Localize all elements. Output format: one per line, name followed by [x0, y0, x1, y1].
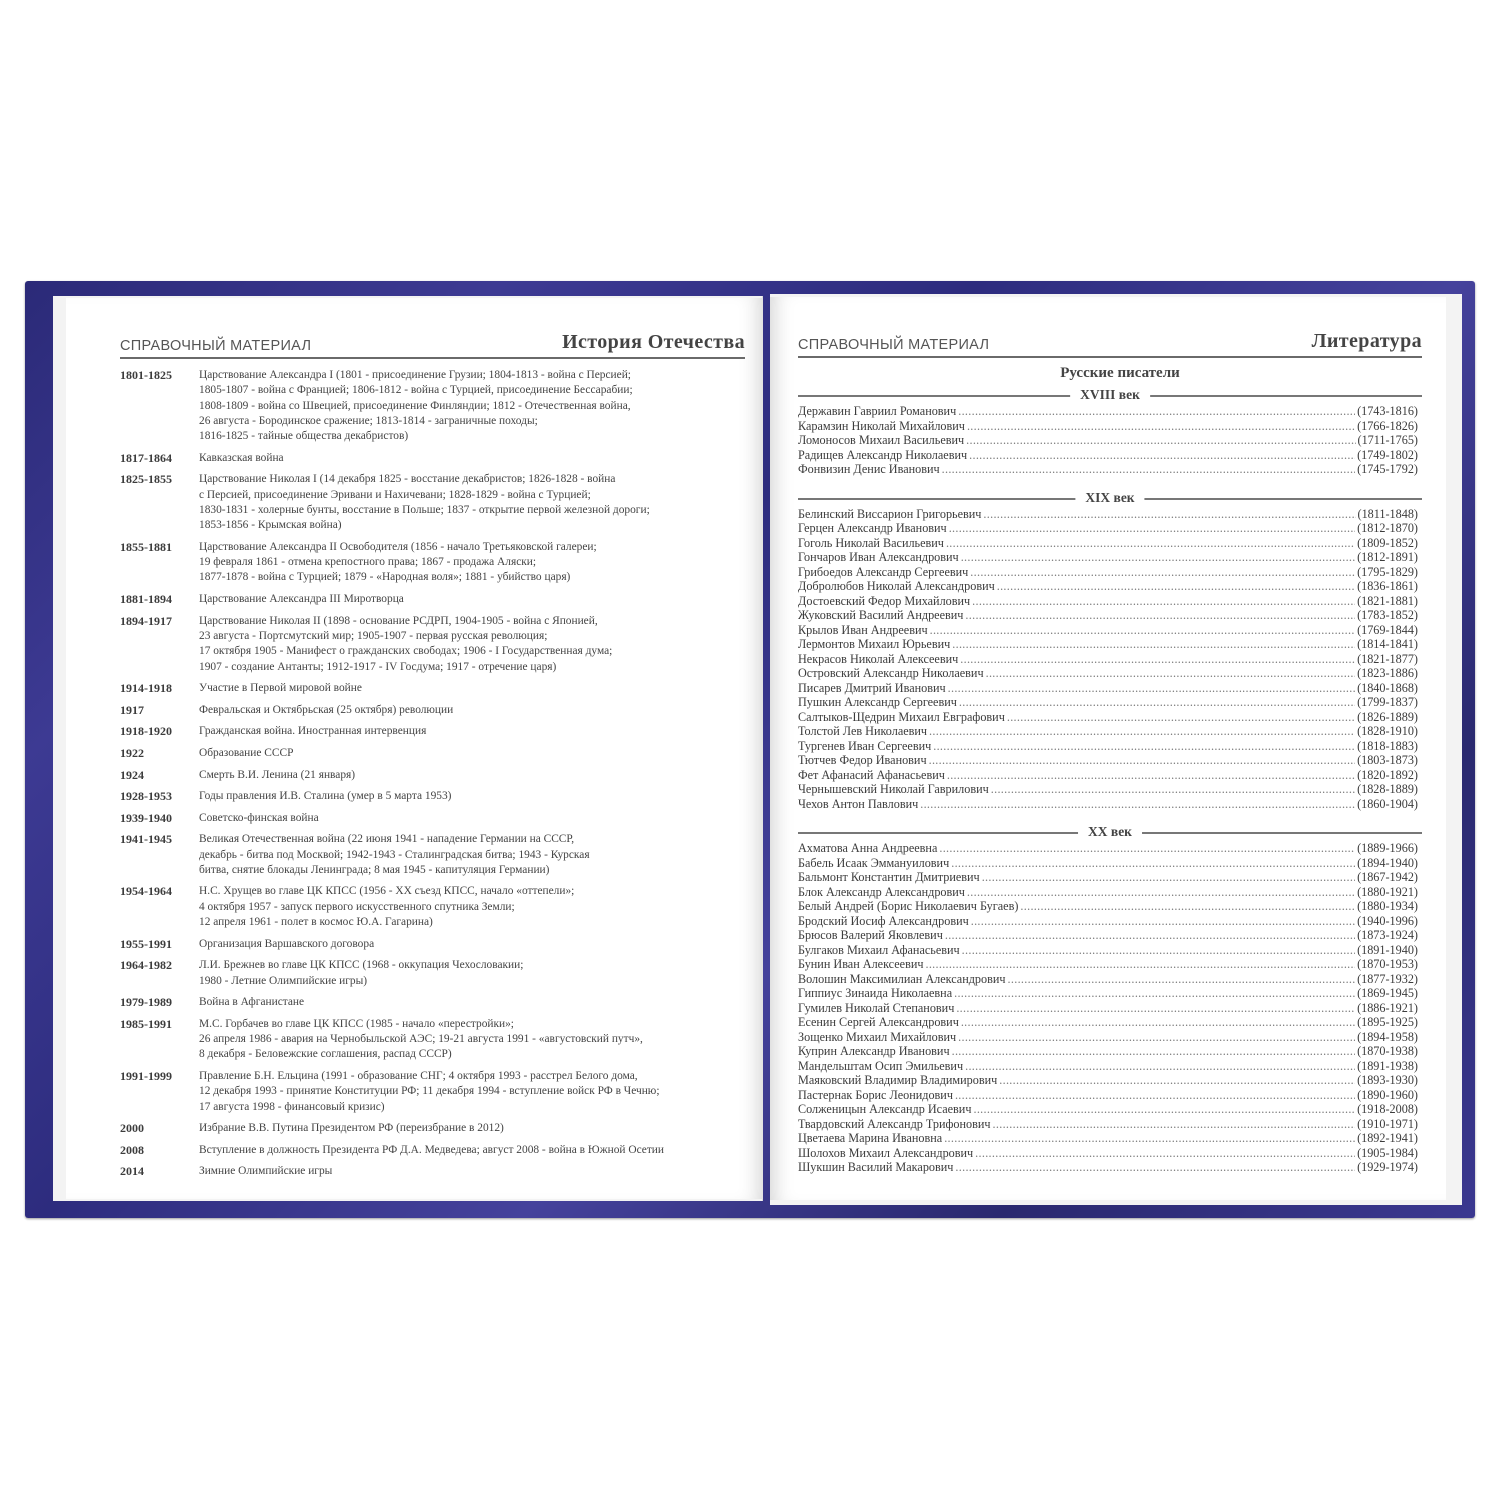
dot-leader	[986, 666, 1355, 681]
writer-entry	[798, 681, 1418, 696]
dot-leader	[1020, 899, 1355, 914]
writer-name: Чехов Антон Павлович	[798, 796, 919, 811]
writer-years: (1929-1974)	[1357, 1160, 1418, 1174]
writer-years: (1870-1953)	[1357, 957, 1418, 971]
timeline-event	[120, 811, 750, 826]
writer-years: (1910-1971)	[1357, 1116, 1418, 1131]
writer-entry	[798, 637, 1418, 652]
writer-years: (1940-1996)	[1357, 913, 1418, 928]
timeline-event	[120, 451, 750, 466]
dot-leader	[954, 986, 1355, 1001]
dot-leader	[967, 885, 1355, 900]
writer-years: (1828-1889)	[1357, 782, 1418, 796]
dot-leader	[961, 550, 1355, 565]
event-year: 1941-1945	[120, 832, 172, 847]
writer-entry	[798, 986, 1418, 1001]
timeline-event	[120, 703, 750, 718]
writer-entry	[798, 1059, 1418, 1074]
writer-name: Карамзин Николай Михайлович	[798, 418, 965, 433]
dot-leader	[1007, 710, 1355, 725]
writer-name: Цветаева Марина Ивановна	[798, 1131, 943, 1145]
writer-entry	[798, 1160, 1418, 1175]
writer-name: Бальмонт Константин Дмитриевич	[798, 870, 980, 884]
event-description: Л.И. Брежнев во главе ЦК КПСС (1968 - оккупация Чехословакии; 1980 - Летние Олимпийские игры)	[199, 959, 524, 987]
writer-entry	[798, 1030, 1418, 1045]
writer-years: (1877-1932)	[1357, 971, 1418, 986]
dot-leader	[947, 768, 1355, 783]
timeline-event	[120, 724, 750, 739]
writer-years: (1818-1883)	[1357, 738, 1418, 753]
writer-years: (1905-1984)	[1357, 1145, 1418, 1160]
dot-leader	[958, 1030, 1355, 1045]
writers-section	[798, 365, 1422, 1175]
writer-name: Гиппиус Зинаида Николаевна	[798, 986, 953, 1000]
writer-name: Добролюбов Николай Александрович	[798, 579, 995, 593]
writer-name: Пастернак Борис Леонидович	[798, 1087, 953, 1102]
writer-years: (1743-1816)	[1357, 404, 1418, 418]
writer-years: (1869-1945)	[1357, 986, 1418, 1000]
writer-years: (1895-1925)	[1357, 1015, 1418, 1029]
page-title: История Отечества	[562, 331, 745, 353]
event-description: Царствование Николая II (1898 - основание РСДРП, 1904-1905 - война с Японией, 23 августа - Портсмутский мир; 1905-1907 - первая русская революция; 17 октября 1905 - Манифест о гражданских свободах; 1906 - I Государственная дума; 1907 - создание Антанты; 1912-1917 - IV Госдума; 1917 - отречение царя)	[199, 614, 613, 673]
header-divider	[120, 357, 745, 359]
dot-leader	[960, 652, 1355, 667]
writer-years: (1814-1841)	[1357, 637, 1418, 651]
writer-entry	[798, 623, 1418, 638]
timeline-event	[120, 995, 750, 1010]
event-year: 1955-1991	[120, 936, 172, 951]
timeline-event	[120, 1017, 750, 1063]
century-heading	[798, 824, 1422, 841]
dot-leader	[969, 448, 1355, 463]
writer-entry	[798, 550, 1418, 565]
event-year: 1979-1989	[120, 995, 172, 1010]
dot-leader	[952, 637, 1355, 652]
dot-leader	[970, 565, 1355, 580]
dot-leader	[933, 739, 1355, 754]
writer-name: Тютчев Федор Иванович	[798, 753, 927, 767]
writer-entry	[798, 957, 1418, 972]
writer-name: Толстой Лев Николаевич	[798, 724, 928, 738]
event-year: 1825-1855	[120, 472, 172, 487]
writer-name: Маяковский Владимир Владимирович	[798, 1073, 998, 1087]
event-year: 1801-1825	[120, 368, 172, 382]
writer-years: (1873-1924)	[1357, 928, 1418, 942]
dot-leader	[920, 797, 1355, 812]
writer-entry	[798, 1044, 1418, 1059]
writer-name: Мандельштам Осип Эмильевич	[798, 1058, 964, 1073]
event-year: 2000	[120, 1121, 144, 1136]
writer-name: Шолохов Михаил Александрович	[798, 1145, 974, 1160]
event-year: 1964-1982	[120, 958, 172, 973]
event-year: 1922	[120, 745, 144, 760]
writer-entry	[798, 404, 1418, 419]
writer-years: (1812-1891)	[1357, 550, 1418, 564]
writer-name: Бунин Иван Алексеевич	[798, 957, 924, 971]
writer-name: Белый Андрей (Борис Николаевич Бугаев)	[798, 899, 1019, 913]
writer-name: Писарев Дмитрий Иванович	[798, 680, 946, 695]
event-description: Образование СССР	[199, 746, 294, 759]
dot-leader	[975, 1146, 1355, 1161]
event-year: 1881-1894	[120, 592, 172, 607]
history-timeline	[120, 368, 750, 1186]
event-description: Смерть В.И. Ленина (21 января)	[199, 768, 356, 781]
writer-name: Чернышевский Николай Гаврилович	[798, 782, 989, 796]
writer-years: (1803-1873)	[1357, 753, 1418, 767]
writer-years: (1828-1910)	[1357, 724, 1418, 738]
dot-leader	[930, 623, 1355, 638]
event-description: Царствование Александра II Освободителя (1856 - начало Третьяковской галереи; 19 февраля 1861 - отмена крепостного права; 1867 - продажа Аляски; 1877-1878 - война с Турцией; 1879 - «Народная воля»; 1881 - убийство царя)	[199, 540, 597, 584]
event-description: Царствование Николая I (14 декабря 1825 - восстание декабристов; 1826-1828 - война с Персией, присоединение Эривани и Нахичевани; 1828-1829 - война с Турцией; 1830-1831 - холерные бунты, восстание в Польше; 1837 - открытие первой железной дороги; 1853-1856 - Крымская война)	[199, 473, 650, 532]
writer-entry	[798, 1015, 1418, 1030]
timeline-event	[120, 1164, 750, 1179]
event-year: 1917	[120, 702, 144, 717]
dot-leader	[965, 1059, 1355, 1074]
writer-years: (1821-1877)	[1357, 651, 1418, 666]
writer-years: (1821-1881)	[1357, 593, 1418, 608]
dot-leader	[962, 943, 1355, 958]
writer-entry	[798, 594, 1418, 609]
writer-years: (1783-1852)	[1357, 608, 1418, 622]
event-description: Организация Варшавского договора	[199, 937, 375, 950]
dot-leader	[952, 1044, 1355, 1059]
event-description: Зимние Олимпийские игры	[199, 1165, 333, 1178]
writer-years: (1880-1921)	[1357, 884, 1418, 899]
writer-years: (1799-1837)	[1357, 695, 1418, 709]
writer-entry	[798, 914, 1418, 929]
timeline-event	[120, 472, 750, 533]
writer-entry	[798, 943, 1418, 958]
writer-name: Фет Афанасий Афанасьевич	[798, 767, 945, 782]
writer-name: Солженицын Александр Исаевич	[798, 1102, 972, 1116]
writer-entry	[798, 841, 1418, 856]
timeline-event	[120, 832, 750, 878]
dot-leader	[942, 462, 1355, 477]
dot-leader	[955, 1088, 1355, 1103]
dot-leader	[956, 1001, 1355, 1016]
event-year: 1924	[120, 767, 144, 782]
writer-years: (1894-1958)	[1357, 1029, 1418, 1044]
writer-entry	[798, 928, 1418, 943]
event-description: Война в Афганистане	[199, 996, 305, 1009]
dot-leader	[949, 521, 1355, 536]
event-year: 2014	[120, 1164, 144, 1179]
writer-entry	[798, 565, 1418, 580]
timeline-event	[120, 1069, 750, 1115]
writer-entry	[798, 724, 1418, 739]
timeline-event	[120, 789, 750, 804]
dot-leader	[966, 433, 1355, 448]
dot-leader	[961, 1015, 1355, 1030]
event-year: 1928-1953	[120, 789, 172, 804]
section-title: Русские писатели	[1060, 365, 1180, 381]
writer-entry	[798, 753, 1418, 768]
century-list	[798, 387, 1422, 1175]
writer-name: Лермонтов Михаил Юрьевич	[798, 637, 951, 651]
writer-years: (1889-1966)	[1357, 841, 1418, 855]
writer-entry	[798, 710, 1418, 725]
header-divider	[798, 356, 1422, 358]
writer-entry	[798, 666, 1418, 681]
writer-years: (1823-1886)	[1357, 666, 1418, 680]
writer-entry	[798, 462, 1418, 477]
writer-name: Жуковский Василий Андреевич	[798, 608, 964, 622]
dot-leader	[982, 870, 1355, 885]
writer-entry	[798, 521, 1418, 536]
writer-name: Державин Гавриил Романович	[798, 404, 957, 418]
century-heading	[798, 490, 1422, 507]
writer-entry	[798, 419, 1418, 434]
writer-name: Есенин Сергей Александрович	[798, 1015, 959, 1029]
writer-entry	[798, 797, 1418, 812]
event-description: Правление Б.Н. Ельцина (1991 - образование СНГ; 4 октября 1993 - расстрел Белого дома, 12 декабря 1993 - принятие Конституции РФ; 11 декабря 1994 - вступление войск РФ в Чечню; 17 августа 1998 - финансовый кризис)	[199, 1069, 660, 1113]
writer-years: (1766-1826)	[1357, 418, 1418, 433]
writer-name: Салтыков-Щедрин Михаил Евграфович	[798, 709, 1005, 724]
writer-name: Булгаков Михаил Афанасьевич	[798, 942, 960, 957]
event-year: 1991-1999	[120, 1068, 172, 1083]
event-description: Вступление в должность Президента РФ Д.А. Медведева; август 2008 - война в Южной Осетии	[199, 1143, 664, 1156]
writer-years: (1820-1892)	[1357, 767, 1418, 782]
dot-leader	[999, 1073, 1355, 1088]
writer-entry	[798, 782, 1418, 797]
left-page	[66, 298, 763, 1199]
writer-entry	[798, 856, 1418, 871]
writer-years: (1795-1829)	[1357, 564, 1418, 579]
writer-name: Брюсов Валерий Яковлевич	[798, 928, 943, 942]
writer-years: (1886-1921)	[1357, 1000, 1418, 1015]
writer-years: (1892-1941)	[1357, 1131, 1418, 1145]
event-description: Участие в Первой мировой войне	[199, 682, 362, 695]
dot-leader	[971, 914, 1355, 929]
writer-name: Гоголь Николай Васильевич	[798, 535, 944, 550]
writer-name: Тургенев Иван Сергеевич	[798, 738, 932, 753]
event-description: Гражданская война. Иностранная интервенция	[199, 725, 427, 738]
dot-leader	[965, 608, 1355, 623]
dot-leader	[1008, 972, 1356, 987]
writer-entry	[798, 885, 1418, 900]
writer-entry	[798, 1001, 1418, 1016]
writer-name: Блок Александр Александрович	[798, 884, 965, 899]
writer-name: Гумилев Николай Степанович	[798, 1000, 955, 1015]
century-heading	[798, 387, 1422, 404]
writer-years: (1918-2008)	[1357, 1102, 1418, 1116]
event-description: Избрание В.В. Путина Президентом РФ (переизбрание в 2012)	[199, 1122, 504, 1135]
writer-years: (1745-1792)	[1357, 462, 1418, 476]
event-year: 2008	[120, 1142, 144, 1157]
writer-years: (1870-1938)	[1357, 1044, 1418, 1058]
writer-years: (1891-1938)	[1357, 1058, 1418, 1073]
dot-leader	[939, 841, 1355, 856]
writer-years: (1893-1930)	[1357, 1073, 1418, 1087]
dot-leader	[972, 594, 1355, 609]
writer-entry	[798, 972, 1418, 987]
writer-entry	[798, 652, 1418, 667]
event-description: М.С. Горбачев во главе ЦК КПСС (1985 - начало «перестройки»; 26 апреля 1986 - авария на Чернобыльской АЭС; 19-21 августа 1991 - «августовский путч», 8 декабря - Беловежские соглашения, распад СССР)	[199, 1017, 643, 1061]
dot-leader	[967, 419, 1355, 434]
writer-entry	[798, 899, 1418, 914]
dot-leader	[959, 695, 1355, 710]
writer-name: Волошин Максимилиан Александрович	[798, 971, 1006, 986]
event-year: 1894-1917	[120, 613, 172, 628]
dot-leader	[951, 856, 1355, 871]
event-description: Н.С. Хрущев во главе ЦК КПСС (1956 - XX съезд КПСС, начало «оттепели»; 4 октября 1957 - запуск первого искусственного спутника Земли; 12 апреля 1961 - полет в космос Ю.А. Гагарина)	[199, 885, 575, 929]
writer-name: Ахматова Анна Андреевна	[798, 841, 938, 855]
writer-years: (1811-1848)	[1357, 506, 1418, 521]
writer-name: Белинский Виссарион Григорьевич	[798, 506, 982, 521]
dot-leader	[944, 1131, 1355, 1146]
event-year: 1939-1940	[120, 810, 172, 825]
writer-name: Некрасов Николай Алексеевич	[798, 651, 959, 666]
writer-entry	[798, 1073, 1418, 1088]
timeline-event	[120, 884, 750, 930]
event-description: Февральская и Октябрьская (25 октября) революции	[199, 703, 454, 716]
writer-name: Радищев Александр Николаевич	[798, 447, 968, 462]
writer-name: Пушкин Александр Сергеевич	[798, 695, 957, 709]
writer-name: Фонвизин Денис Иванович	[798, 462, 940, 476]
writer-entry	[798, 507, 1418, 522]
dot-leader	[993, 1117, 1356, 1132]
writer-name: Шукшин Василий Макарович	[798, 1160, 954, 1174]
dot-leader	[997, 579, 1355, 594]
writer-years: (1860-1904)	[1357, 796, 1418, 811]
timeline-event	[120, 1143, 750, 1158]
writer-years: (1749-1802)	[1357, 447, 1418, 462]
writer-entry	[798, 579, 1418, 594]
event-year: 1918-1920	[120, 724, 172, 739]
writer-years: (1711-1765)	[1357, 433, 1418, 447]
writer-years: (1836-1861)	[1357, 579, 1418, 593]
writer-name: Бродский Иосиф Александрович	[798, 913, 969, 928]
timeline-event	[120, 937, 750, 952]
writer-name: Грибоедов Александр Сергеевич	[798, 564, 969, 579]
dot-leader	[929, 724, 1355, 739]
page-title: Литература	[1311, 330, 1422, 352]
writer-years: (1891-1940)	[1357, 942, 1418, 957]
timeline-event	[120, 368, 750, 444]
century-label: XX век	[1078, 824, 1142, 840]
event-year: 1954-1964	[120, 884, 172, 899]
writer-years: (1809-1852)	[1357, 535, 1418, 550]
event-description: Советско-финская война	[199, 811, 319, 824]
writer-entry	[798, 695, 1418, 710]
writer-entry	[798, 1088, 1418, 1103]
writer-entry	[798, 1131, 1418, 1146]
writer-name: Крылов Иван Андреевич	[798, 622, 928, 637]
writer-years: (1826-1889)	[1357, 709, 1418, 724]
event-description: Кавказская война	[199, 451, 284, 464]
timeline-event	[120, 614, 750, 675]
dot-leader	[983, 507, 1355, 522]
timeline-event	[120, 958, 750, 989]
event-description: Царствование Александра III Миротворца	[199, 593, 404, 606]
century-label: XIX век	[1075, 490, 1144, 506]
event-year: 1985-1991	[120, 1016, 172, 1031]
writer-name: Твардовский Александр Трифонович	[798, 1116, 991, 1131]
writer-name: Куприн Александр Иванович	[798, 1044, 950, 1058]
timeline-event	[120, 681, 750, 696]
right-page	[770, 297, 1446, 1200]
left-page-header	[120, 328, 745, 354]
writer-years: (1880-1934)	[1357, 899, 1418, 913]
dot-leader	[955, 1160, 1355, 1175]
dot-leader	[958, 404, 1355, 419]
dot-leader	[925, 957, 1355, 972]
timeline-event	[120, 1121, 750, 1136]
writer-name: Островский Александр Николаевич	[798, 666, 984, 680]
writer-entry	[798, 536, 1418, 551]
header-label: СПРАВОЧНЫЙ МАТЕРИАЛ	[798, 337, 990, 353]
writer-entry	[798, 448, 1418, 463]
timeline-event	[120, 768, 750, 783]
dot-leader	[946, 536, 1355, 551]
event-year: 1855-1881	[120, 539, 172, 554]
writer-entry	[798, 608, 1418, 623]
dot-leader	[973, 1102, 1355, 1117]
writer-name: Зощенко Михаил Михайлович	[798, 1029, 957, 1044]
writer-years: (1890-1960)	[1357, 1087, 1418, 1102]
century-label: XVIII век	[1070, 387, 1150, 403]
event-year: 1817-1864	[120, 450, 172, 465]
writer-name: Гончаров Иван Александрович	[798, 550, 959, 564]
event-description: Годы правления И.В. Сталина (умер в 5 марта 1953)	[199, 790, 452, 803]
writer-years: (1840-1868)	[1357, 680, 1418, 695]
writer-entry	[798, 768, 1418, 783]
writer-years: (1769-1844)	[1357, 622, 1418, 637]
writer-years: (1867-1942)	[1357, 870, 1418, 884]
timeline-event	[120, 540, 750, 586]
writer-name: Достоевский Федор Михайлович	[798, 593, 971, 608]
event-description: Великая Отечественная война (22 июня 1941 - нападение Германии на СССР, декабрь - битва под Москвой; 1942-1943 - Сталинградская битва; 1943 - Курская битва, снятие блокады Ленинграда; 8 мая 1945 - капитуляция Германии)	[199, 833, 590, 876]
dot-leader	[948, 681, 1355, 696]
timeline-event	[120, 592, 750, 607]
event-year: 1914-1918	[120, 681, 172, 696]
writer-years: (1812-1870)	[1357, 521, 1418, 535]
timeline-event	[120, 746, 750, 761]
event-description: Царствование Александра I (1801 - присоединение Грузии; 1804-1813 - война с Персией; 1805-1807 - война с Францией; 1806-1812 - война с Турцией, присоединение Бессарабии; 1808-1809 - война со Швецией, присоединение Финляндии; 1812 - Отечественная война, 26 августа - Бородинское сражение; 1813-1814 - заграничные походы; 1816-1825 - тайные общества декабристов)	[199, 369, 633, 443]
writer-entry	[798, 433, 1418, 448]
header-label: СПРАВОЧНЫЙ МАТЕРИАЛ	[120, 338, 312, 354]
dot-leader	[929, 753, 1355, 768]
dot-leader	[945, 928, 1355, 943]
writer-entry	[798, 1102, 1418, 1117]
writer-name: Ломоносов Михаил Васильевич	[798, 433, 965, 447]
writer-name: Герцен Александр Иванович	[798, 521, 947, 535]
writer-years: (1894-1940)	[1357, 855, 1418, 870]
right-page-header	[798, 327, 1422, 353]
writer-entry	[798, 870, 1418, 885]
dot-leader	[991, 782, 1355, 797]
writer-entry	[798, 739, 1418, 754]
writer-entry	[798, 1146, 1418, 1161]
writer-name: Бабель Исаак Эммануилович	[798, 855, 950, 870]
writer-entry	[798, 1117, 1418, 1132]
